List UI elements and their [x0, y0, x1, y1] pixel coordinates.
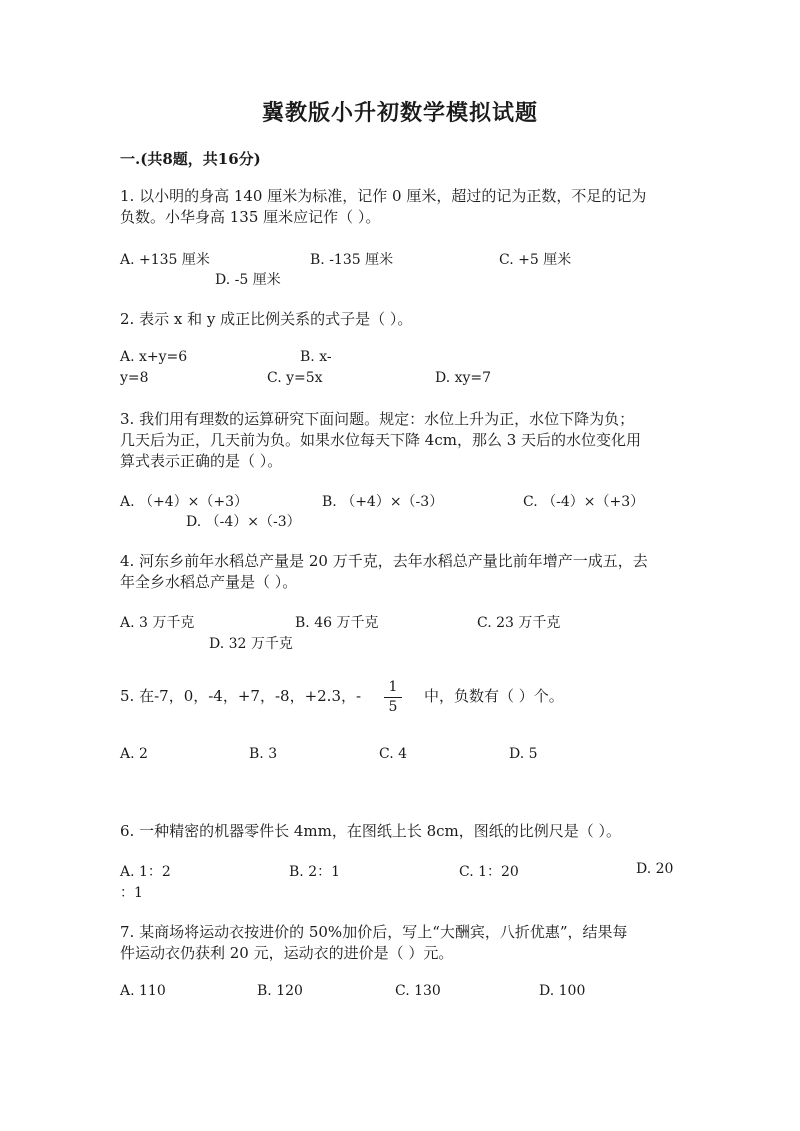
question-6-line-1: 6. 一种精密的机器零件长 4mm，在图纸上长 8cm，图纸的比例尺是（ ）。: [120, 822, 622, 840]
question-1-option-c: C. +5 厘米: [499, 252, 572, 268]
question-5-option-a: A. 2: [120, 746, 148, 762]
question-2-option-a: A. x+y=6: [120, 349, 188, 365]
question-2-option-d: D. xy=7: [435, 370, 492, 386]
question-7-option-c: C. 130: [395, 983, 441, 999]
question-7-option-a: A. 110: [120, 983, 166, 999]
page-title: 冀教版小升初数学模拟试题: [261, 100, 538, 126]
question-2-option-b: B. x-: [300, 349, 332, 365]
question-7-option-b: B. 120: [257, 983, 303, 999]
question-6-option-a: A. 1：2: [120, 864, 171, 880]
question-5-line-1: 5. 在-7，0，-4，+7，-8，+2.3，-: [120, 687, 362, 705]
question-6-option-d: D. 20: [636, 861, 674, 877]
question-1-option-a: A. +135 厘米: [120, 252, 210, 268]
question-3-option-d: D. （-4）×（-3）: [186, 514, 301, 530]
question-5-option-c: C. 4: [379, 746, 408, 762]
question-4-option-d: D. 32 万千克: [209, 636, 293, 652]
question-6-option-d-continued: ：1: [120, 885, 143, 901]
fraction-denominator: 5: [388, 699, 398, 715]
question-1-option-d: D. -5 厘米: [215, 272, 281, 288]
section-heading: 一.(共8题，共16分): [120, 150, 261, 168]
question-1-line-1: 1. 以小明的身高 140 厘米为标准，记作 0 厘米，超过的记为正数，不足的记为: [120, 187, 647, 205]
question-2-option-c: C. y=5x: [267, 370, 323, 386]
question-5-line-1-end: 中，负数有（ ）个。: [424, 687, 564, 705]
question-5-option-b: B. 3: [249, 746, 278, 762]
fraction-bar: [384, 697, 402, 698]
question-7-line-1: 7. 某商场将运动衣按进价的 50%加价后，写上“大酬宾，八折优惠”，结果每: [120, 923, 628, 941]
question-3-option-c: C. （-4）×（+3）: [523, 494, 645, 510]
question-7-option-d: D. 100: [539, 983, 586, 999]
question-6-option-c: C. 1：20: [459, 864, 519, 880]
question-3-line-2: 几天后为正，几天前为负。如果水位每天下降 4cm，那么 3 天后的水位变化用: [120, 431, 642, 449]
fraction-numerator: 1: [388, 679, 398, 695]
question-1-option-b: B. -135 厘米: [310, 252, 394, 268]
question-5-option-d: D. 5: [509, 746, 538, 762]
question-4-option-c: C. 23 万千克: [477, 615, 561, 631]
question-3-option-b: B. （+4）×（-3）: [322, 494, 444, 510]
question-2-option-b-continued: y=8: [120, 370, 149, 386]
fraction-one-fifth: [384, 679, 402, 716]
question-7-line-2: 件运动衣仍获利 20 元，运动衣的进价是（ ）元。: [120, 944, 454, 962]
question-1-line-2: 负数。小华身高 135 厘米应记作（ ）。: [120, 208, 381, 226]
question-3-line-1: 3. 我们用有理数的运算研究下面问题。规定：水位上升为正，水位下降为负；: [120, 410, 635, 428]
question-2-line-1: 2. 表示 x 和 y 成正比例关系的式子是（ ）。: [120, 310, 413, 328]
question-4-line-1: 4. 河东乡前年水稻总产量是 20 万千克，去年水稻总产量比前年增产一成五，去: [120, 552, 648, 570]
question-4-option-a: A. 3 万千克: [120, 615, 195, 631]
question-4-option-b: B. 46 万千克: [295, 615, 379, 631]
question-4-line-2: 年全乡水稻总产量是（ ）。: [120, 573, 298, 591]
question-6-option-b: B. 2：1: [289, 864, 341, 880]
question-3-option-a: A. （+4）×（+3）: [120, 494, 249, 510]
question-3-line-3: 算式表示正确的是（ ）。: [120, 452, 283, 470]
